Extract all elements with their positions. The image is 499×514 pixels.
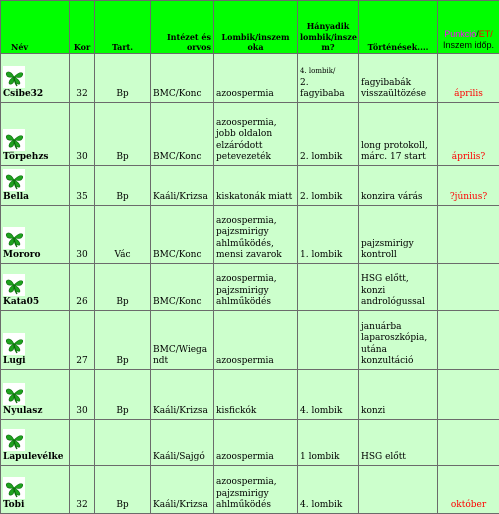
cell-date	[438, 420, 499, 466]
cell-age: 27	[70, 311, 95, 370]
cell-place: Bp	[95, 370, 151, 420]
cell-events: HSG előtt, konzi andrológussal	[359, 264, 438, 311]
user-name: Mororo	[3, 250, 67, 262]
which-value: 1 lombik	[300, 452, 340, 462]
cell-institute: Kaáli/Sajgó	[151, 420, 214, 466]
cell-age: 26	[70, 264, 95, 311]
cell-which	[298, 466, 359, 514]
cell-name	[1, 264, 70, 311]
cell-reason: azoospermia, pajzsmirigy ahlműködés	[214, 466, 298, 514]
cell-institute: BMC/Konc	[151, 206, 214, 264]
header-age: Kor	[70, 1, 95, 54]
user-name: Lapulevélke	[3, 452, 67, 464]
header-punkcio: Punkció	[444, 29, 476, 39]
cell-name	[1, 206, 70, 264]
cell-place: Bp	[95, 264, 151, 311]
header-row	[1, 1, 499, 54]
cell-place: Bp	[95, 54, 151, 103]
cell-reason: azoospermia, pajzsmirigy ahlműködés	[214, 264, 298, 311]
clover-icon	[3, 169, 25, 191]
cell-date: április	[438, 54, 499, 103]
clover-icon	[3, 429, 25, 451]
table-row	[1, 311, 499, 370]
cell-events: long protokoll, márc. 17 start	[359, 103, 438, 166]
cell-which	[298, 54, 359, 103]
cell-institute: BMC/Konc	[151, 264, 214, 311]
cell-date	[438, 264, 499, 311]
cell-events: HSG előtt	[359, 420, 438, 466]
user-name: Nyulasz	[3, 406, 67, 418]
cell-name	[1, 370, 70, 420]
table-row	[1, 166, 499, 206]
cell-place: Bp	[95, 311, 151, 370]
cell-reason: azoospermia, jobb oldalon elzáródott petevezeték	[214, 103, 298, 166]
cell-which	[298, 311, 359, 370]
cell-date	[438, 206, 499, 264]
cell-which	[298, 166, 359, 206]
table-row	[1, 264, 499, 311]
header-which: Hányadik lombik/insze m?	[298, 1, 359, 54]
header-events: Történések....	[359, 1, 438, 54]
clover-icon	[3, 333, 25, 355]
cell-reason: kisfickók	[214, 370, 298, 420]
user-name: Lugi	[3, 356, 67, 368]
cell-institute: BMC/Wiega ndt	[151, 311, 214, 370]
cell-place: Bp	[95, 103, 151, 166]
header-separator: /	[476, 29, 479, 39]
clover-icon	[3, 227, 25, 249]
cell-age: 35	[70, 166, 95, 206]
cell-which	[298, 103, 359, 166]
table-body	[1, 54, 499, 514]
cell-name	[1, 103, 70, 166]
cell-date	[438, 311, 499, 370]
clover-icon	[3, 129, 25, 151]
user-name: Tobi	[3, 500, 67, 512]
clover-icon	[3, 477, 25, 499]
cell-age: 30	[70, 370, 95, 420]
cell-events: januárba laparoszkópia, utána konzultáció	[359, 311, 438, 370]
cell-institute: Kaáli/Krizsa	[151, 466, 214, 514]
cell-events: fagyibabák visszaültözése	[359, 54, 438, 103]
clover-icon	[3, 383, 25, 405]
table-row	[1, 206, 499, 264]
header-reason: Lombik/inszem oka	[214, 1, 298, 54]
cell-events	[359, 466, 438, 514]
table-row	[1, 420, 499, 466]
header-place: Tart.	[95, 1, 151, 54]
cell-date	[438, 370, 499, 420]
which-value: 2. fagyibaba	[300, 78, 345, 100]
user-name: Csibe32	[3, 89, 67, 101]
cell-place: Vác	[95, 206, 151, 264]
header-inszem: Inszem időp.	[443, 40, 494, 50]
header-et: ET/	[479, 29, 493, 39]
cell-age: 32	[70, 54, 95, 103]
cell-name	[1, 311, 70, 370]
user-name: Törpehzs	[3, 152, 67, 164]
cell-events: konzi	[359, 370, 438, 420]
cell-date: október	[438, 466, 499, 514]
header-date	[438, 1, 499, 54]
cell-events: pajzsmirigy kontroll	[359, 206, 438, 264]
cell-name	[1, 466, 70, 514]
cell-name	[1, 54, 70, 103]
header-name: Név	[1, 1, 70, 54]
cell-reason: azoospermia	[214, 311, 298, 370]
cell-which	[298, 370, 359, 420]
cell-institute: Kaáli/Krizsa	[151, 370, 214, 420]
user-name: Kata05	[3, 297, 67, 309]
cell-name	[1, 166, 70, 206]
which-value: 4. lombik	[300, 500, 342, 510]
cell-date: április?	[438, 103, 499, 166]
which-value: 4. lombik	[300, 406, 342, 416]
which-note: 4. lombik/	[300, 67, 335, 75]
cell-reason: azoospermia, pajzsmirigy ahlműködés, mensi zavarok	[214, 206, 298, 264]
which-value: 1. lombik	[300, 250, 342, 260]
cell-date: ?június?	[438, 166, 499, 206]
cell-place	[95, 420, 151, 466]
user-name: Bella	[3, 192, 67, 204]
cell-place: Bp	[95, 466, 151, 514]
cell-age: 32	[70, 466, 95, 514]
clover-icon	[3, 274, 25, 296]
cell-place: Bp	[95, 166, 151, 206]
cell-which	[298, 420, 359, 466]
cell-age: 30	[70, 206, 95, 264]
which-value: 2. lombik	[300, 192, 342, 202]
table-row	[1, 466, 499, 514]
cell-events: konzira várás	[359, 166, 438, 206]
cell-reason: azoospermia	[214, 420, 298, 466]
which-value: 2. lombik	[300, 152, 342, 162]
cell-age: 30	[70, 103, 95, 166]
cell-which	[298, 206, 359, 264]
cell-age	[70, 420, 95, 466]
table-row	[1, 103, 499, 166]
header-institute: Intézet és orvos	[151, 1, 214, 54]
clover-icon	[3, 66, 25, 88]
table-row	[1, 54, 499, 103]
table-header	[1, 1, 499, 54]
cell-reason: kiskatonák miatt	[214, 166, 298, 206]
table-row	[1, 370, 499, 420]
cell-reason: azoospermia	[214, 54, 298, 103]
cell-which	[298, 264, 359, 311]
cell-name	[1, 420, 70, 466]
cell-institute: BMC/Konc	[151, 54, 214, 103]
cell-institute: BMC/Konc	[151, 103, 214, 166]
cell-institute: Kaáli/Krizsa	[151, 166, 214, 206]
